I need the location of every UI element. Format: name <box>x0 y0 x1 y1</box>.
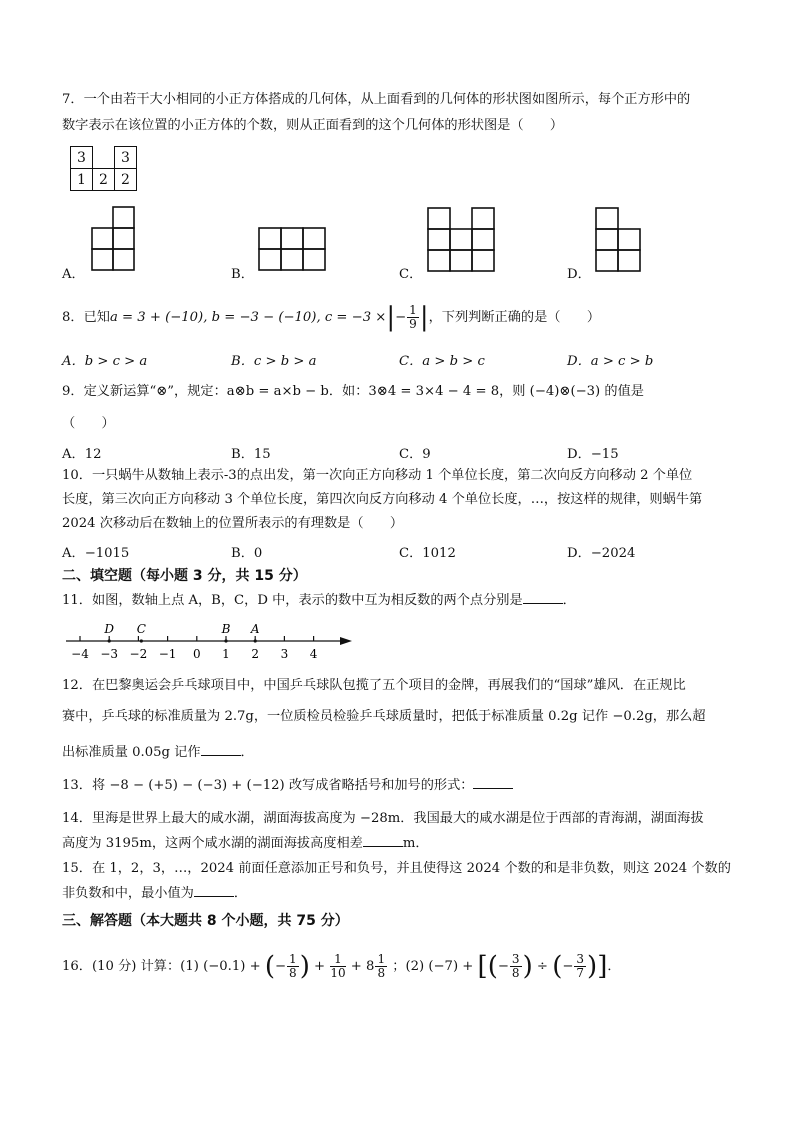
point-dot <box>108 639 111 642</box>
q8-lead: 8．已知 <box>62 310 110 325</box>
paren-right: ) <box>522 951 533 982</box>
q7-option-a: A． <box>62 267 85 282</box>
q10-option-d: D．−2024 <box>567 546 636 561</box>
q7-line1: 7．一个由若干大小相同的小正方体搭成的几何体，从上面看到的几何体的形状图如图所示，每个正方形中的 <box>62 92 691 107</box>
fraction-denominator: 8 <box>377 966 386 980</box>
grid-cell: 1 <box>71 169 93 191</box>
minus-sign: − <box>395 310 407 325</box>
fraction <box>375 953 387 980</box>
q8-option-d: D．a > c > b <box>567 354 654 369</box>
grid-cell: 2 <box>115 169 137 191</box>
q8-text <box>62 304 600 331</box>
point-label: B <box>221 622 231 636</box>
option-d-figure <box>596 208 640 271</box>
q12-end: ． <box>240 745 254 760</box>
fraction <box>574 953 586 980</box>
q15-line1: 15．在 1，2，3，…，2024 前面任意添加正号和负号，并且使得这 2024 个数的和是非负数，则这 2024 个数的 <box>62 861 731 876</box>
q8-option-b: B．c > b > a <box>231 354 317 369</box>
q10-line3: 2024 次移动后在数轴上的位置所表示的有理数是（ ） <box>62 516 404 531</box>
q16-p1: (−0.1) + <box>203 959 261 974</box>
option-c-figure <box>428 208 494 271</box>
bracket-right: ] <box>597 951 608 982</box>
grid-cell <box>93 147 115 169</box>
q10-option-c: C．1012 <box>399 546 456 561</box>
q16-lead: 16．(10 分) 计算：(1) <box>62 959 199 974</box>
q12-line3-wrap <box>62 743 254 763</box>
q16-end: ． <box>607 959 621 974</box>
q10-line1: 10．一只蜗牛从数轴上表示-3的点出发，第一次向正方向移动 1 个单位长度，第二次向反方向移动 2 个单位 <box>62 468 693 483</box>
q8-option-a: A．b > c > a <box>62 354 148 369</box>
q15-line2-wrap <box>62 884 247 904</box>
q7-option-b: B． <box>231 267 254 282</box>
q15-end: ． <box>233 886 248 901</box>
paren-left: ( <box>264 951 275 982</box>
answer-blank <box>194 884 234 897</box>
paren-right: ) <box>587 951 598 982</box>
fraction-numerator: 1 <box>330 953 345 967</box>
minus-sign: − <box>497 959 509 974</box>
grid-cell: 3 <box>115 147 137 169</box>
q7-option-d: D． <box>567 267 591 282</box>
tick-label: −2 <box>129 647 148 661</box>
q10-line2: 长度，第三次向正方向移动 3 个单位长度，第四次向反方向移动 4 个单位长度，…，按这样的规律，则蜗牛第 <box>62 492 703 507</box>
fraction-denominator: 9 <box>409 317 417 331</box>
point-label: C <box>136 622 146 636</box>
q9-line1: 9．定义新运算“⊗”，规定：a⊗b = a×b − b．如：3⊗4 = 3×4 − 4 = 8，则 (−4)⊗(−3) 的值是 <box>62 384 644 399</box>
answer-blank <box>523 591 563 604</box>
q11-line1: 11．如图，数轴上点 A，B，C，D 中，表示的数中互为相反数的两个点分别是 <box>62 593 523 608</box>
paren-left: ( <box>552 951 563 982</box>
top-view-grid <box>70 146 137 191</box>
tick-label: −4 <box>71 647 89 661</box>
fraction-denominator: 8 <box>511 966 520 980</box>
minus-sign: − <box>562 959 574 974</box>
q11-end: ． <box>562 593 576 608</box>
point-label: D <box>104 622 115 636</box>
section-2-heading: 二、填空题（每小题 3 分，共 15 分） <box>62 568 307 584</box>
minus-sign: − <box>274 959 287 974</box>
q7-option-c: C． <box>399 267 423 282</box>
tick-label: 1 <box>222 647 230 661</box>
fraction-denominator: 8 <box>289 966 297 980</box>
point-dot <box>224 639 227 642</box>
fraction-denominator: 10 <box>330 966 346 980</box>
fraction <box>287 953 299 980</box>
bracket-left: [ <box>477 951 488 982</box>
q11-text <box>62 591 576 611</box>
fraction-numerator: 1 <box>289 952 297 966</box>
q12-line3: 出标准质量 0.05g 记作 <box>62 745 201 760</box>
abs-bar-right: | <box>419 302 429 333</box>
q16-p2: (−7) + <box>428 959 474 974</box>
number-line <box>62 620 362 668</box>
fraction-numerator: 1 <box>409 303 417 317</box>
tick-label: 4 <box>309 647 318 661</box>
q10-option-b: B．0 <box>231 546 263 561</box>
tick-label: 0 <box>192 647 201 661</box>
q15-line2: 非负数和中，最小值为 <box>62 886 194 901</box>
fraction <box>510 953 522 980</box>
fraction <box>330 953 345 980</box>
paren-left: ( <box>487 951 498 982</box>
q16-sep: ；(2) <box>392 959 425 974</box>
fraction-numerator: 3 <box>511 952 520 966</box>
q9-line2: （ ） <box>62 416 115 431</box>
q8-fraction <box>407 304 419 331</box>
option-a-figure <box>92 207 134 270</box>
section-3-heading: 三、解答题（本大题共 8 个小题，共 75 分） <box>62 913 349 929</box>
tick-label: −1 <box>158 647 177 661</box>
tick-label: 3 <box>280 647 289 661</box>
abs-bar-left: | <box>386 302 396 333</box>
option-b-figure <box>259 228 325 270</box>
q13-wrap <box>62 776 513 796</box>
q7-line2: 数字表示在该位置的小正方体的个数，则从正面看到的这个几何体的形状图是（ ） <box>62 118 564 133</box>
grid-cell: 2 <box>93 169 115 191</box>
q13-line1: 13．将 −8 − (+5) − (−3) + (−12) 改写成省略括号和加号的形式： <box>62 778 474 793</box>
q9-option-b: B．15 <box>231 447 271 462</box>
answer-blank <box>201 743 241 756</box>
q8-tail: ，下列判断正确的是（ ） <box>428 310 601 325</box>
q10-option-a: A．−1015 <box>62 546 130 561</box>
q14-line1: 14．里海是世界上最大的咸水湖，湖面海拔高度为 −28m．我国最大的咸水湖是位于西部的青海湖，湖面海拔 <box>62 811 704 826</box>
q16-text <box>62 952 621 982</box>
answer-blank <box>473 776 513 789</box>
q9-option-d: D．−15 <box>567 447 619 462</box>
tick-label: −3 <box>100 647 119 661</box>
point-dot <box>140 639 143 642</box>
paren-right: ) <box>299 951 310 982</box>
q14-line2-wrap <box>62 834 429 854</box>
plus-sign: + <box>314 959 326 974</box>
tick-label: 2 <box>251 647 260 661</box>
grid-cell: 3 <box>71 147 93 169</box>
divide-sign: ÷ <box>536 959 548 974</box>
fraction-numerator: 3 <box>576 952 585 966</box>
q14-end: m． <box>402 836 429 851</box>
q9-option-a: A．12 <box>62 447 102 462</box>
q14-line2: 高度为 3195m，这两个咸水湖的湖面海拔高度相差 <box>62 836 363 851</box>
plus-eight: + 8 <box>350 959 375 974</box>
q12-line2: 赛中，乒乓球的标准质量为 2.7g，一位质检员检验乒乓球质量时，把低于标准质量 0.2g 记作 −0.2g，那么超 <box>62 709 706 724</box>
fraction-numerator: 1 <box>377 952 386 966</box>
q9-option-c: C．9 <box>399 447 431 462</box>
point-dot <box>254 639 257 642</box>
point-label: A <box>250 622 260 636</box>
q12-line1: 12．在巴黎奥运会乒乓球项目中，中国乒乓球队包揽了五个项目的金牌，再展我们的“国球”雄风．在正规比 <box>62 678 686 693</box>
fraction-denominator: 7 <box>576 966 585 980</box>
number-line-arrow <box>340 637 352 645</box>
answer-blank <box>363 834 403 847</box>
q8-expr: a = 3 + (−10), b = −3 − (−10), c = −3 × <box>109 310 387 325</box>
q8-option-c: C．a > b > c <box>399 354 485 369</box>
